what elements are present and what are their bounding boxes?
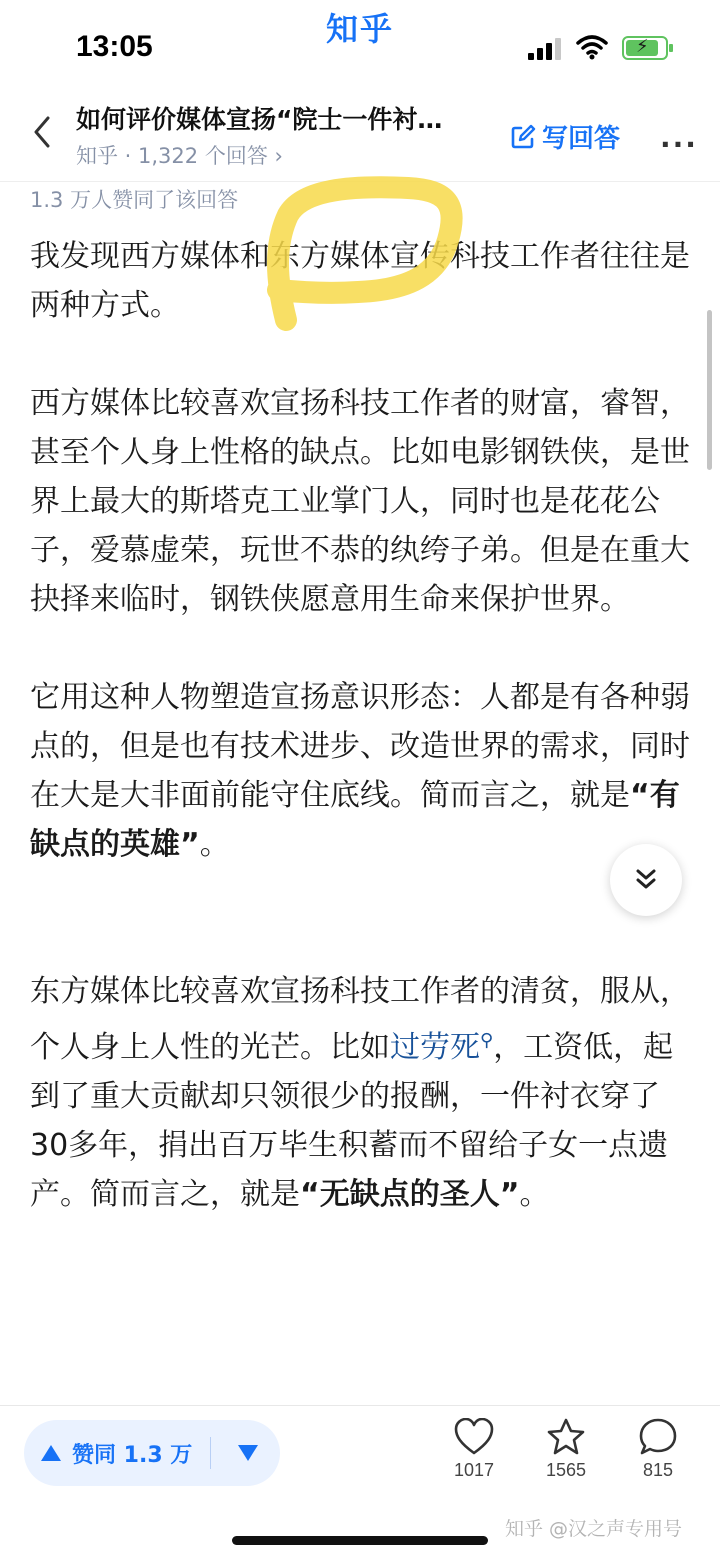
vote-control (24, 1420, 280, 1486)
upvote-icon (40, 1444, 62, 1462)
cellular-signal-icon (528, 38, 564, 60)
vote-divider (210, 1437, 211, 1469)
paragraph-1: 我发现西方媒体和东方媒体宣传科技工作者往往是两种方式。 (30, 239, 690, 323)
paragraph-2: 西方媒体比较喜欢宣扬科技工作者的财富，睿智，甚至个人身上性格的缺点。比如电影钢铁侠，是世界上最大的斯塔克工业掌门人，同时也是花花公子，爱慕虚荣，玩世不恭的纨绔子弟。但是在重大抉择来临时，钢铁侠愿意用生命来保护世界。 (30, 386, 690, 617)
downvote-icon (237, 1444, 259, 1462)
question-meta[interactable]: 知乎 · 1,322 个回答 › (76, 144, 283, 168)
write-answer-button[interactable] (510, 118, 620, 155)
edit-icon (510, 124, 536, 150)
double-chevron-down-icon (633, 867, 659, 893)
question-title[interactable]: 如何评价媒体宣扬“院士一件衬… (76, 105, 443, 134)
comment-count: 815 (642, 1460, 674, 1480)
bottom-action-bar (0, 1405, 720, 1558)
comment-icon (638, 1418, 678, 1456)
keyword-link[interactable]: 过劳死 (390, 1030, 480, 1065)
back-icon[interactable] (28, 112, 58, 152)
battery-icon: ⚡ (622, 36, 668, 60)
more-options-icon[interactable]: ··· (660, 128, 698, 161)
upvote-button[interactable] (24, 1420, 192, 1486)
upvote-label: 赞同 1.3 万 (72, 1442, 193, 1468)
zhihu-watermark-top: 知乎 (325, 10, 394, 48)
bold-phrase-hero: “有缺点的英雄” (30, 778, 680, 862)
bold-phrase-saint: “无缺点的圣人” (300, 1177, 520, 1212)
downvote-button[interactable] (237, 1444, 259, 1462)
star-icon (546, 1418, 586, 1456)
next-answer-button[interactable] (610, 844, 682, 916)
comment-button[interactable] (618, 1418, 698, 1481)
answer-content (30, 232, 690, 1268)
favorite-count: 1565 (545, 1460, 587, 1480)
status-bar (0, 0, 720, 90)
scrollbar[interactable] (707, 310, 712, 470)
heart-icon (454, 1418, 494, 1456)
search-icon: ⚲ (480, 1030, 494, 1051)
like-button[interactable] (434, 1418, 514, 1481)
paragraph-3: 它用这种人物塑造宣扬意识形态：人都是有各种弱点的，但是也有技术进步、改造世界的需求，同时在大是大非面前能守住底线。简而言之，就是“有缺点的英雄”。 (30, 680, 690, 862)
wifi-icon (576, 34, 608, 60)
agree-count-line: 1.3 万人赞同了该回答 (30, 188, 239, 212)
like-count: 1017 (453, 1460, 495, 1480)
home-indicator[interactable] (232, 1536, 488, 1545)
status-time: 13:05 (76, 30, 153, 63)
write-answer-label: 写回答 (542, 124, 621, 154)
zhihu-watermark-bottom: 知乎 @汉之声专用号 (505, 1518, 683, 1540)
paragraph-4: 东方媒体比较喜欢宣扬科技工作者的清贫，服从，个人身上人性的光芒。比如过劳死⚲，工资低，起到了重大贡献却只领很少的报酬，一件衬衣穿了30多年，捐出百万毕生积蓄而不留给子女一点遗产。简而言之，就是“无缺点的圣人”。 (30, 974, 690, 1212)
question-header (0, 90, 720, 182)
yellow-highlight-mark (258, 170, 468, 340)
favorite-button[interactable] (526, 1418, 606, 1481)
